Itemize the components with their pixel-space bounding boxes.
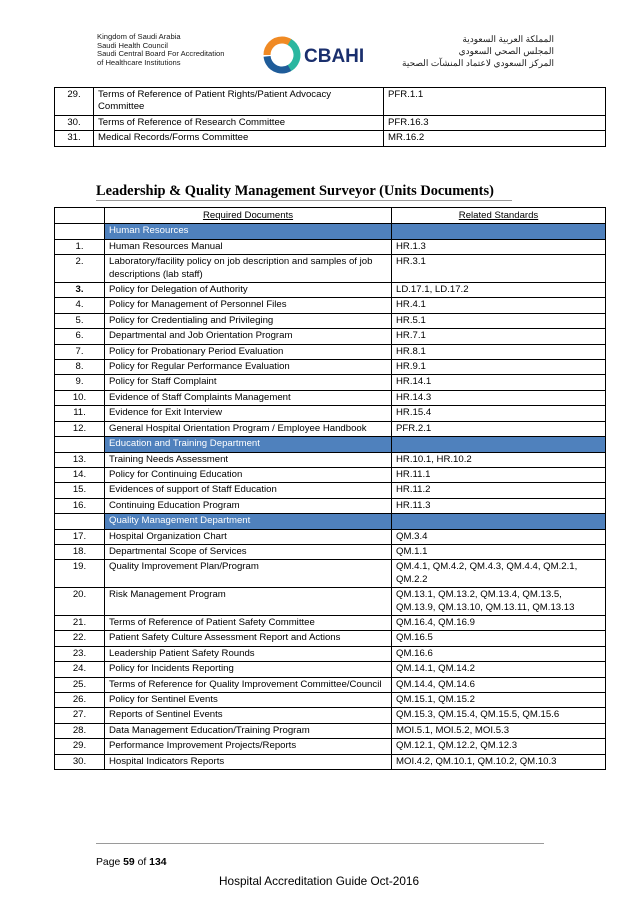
row-number: 11.: [55, 406, 105, 421]
required-document: Quality Improvement Plan/Program: [105, 560, 392, 588]
section-spacer: [55, 514, 105, 529]
required-document: Terms of Reference for Quality Improvement Committee/Council: [105, 677, 392, 692]
required-document: Policy for Regular Performance Evaluation: [105, 360, 392, 375]
table-row: [55, 329, 606, 344]
page-current: 59: [123, 857, 135, 868]
required-document: Performance Improvement Projects/Reports: [105, 739, 392, 754]
section-row-education-training: [55, 437, 606, 452]
related-standard: QM.16.6: [392, 646, 606, 661]
table-row: [55, 131, 606, 146]
required-document: Hospital Indicators Reports: [105, 754, 392, 769]
table-row: [55, 739, 606, 754]
related-standard: HR.7.1: [392, 329, 606, 344]
related-standard: MOI.5.1, MOI.5.2, MOI.5.3: [392, 723, 606, 738]
table-row: [55, 560, 606, 588]
required-document: Laboratory/facility policy on job description and samples of job descriptions (lab staff): [105, 255, 392, 283]
required-document: Policy for Probationary Period Evaluation: [105, 344, 392, 359]
page-of: of: [134, 857, 150, 868]
table-row: [55, 344, 606, 359]
section-title: Quality Management Department: [105, 514, 392, 529]
row-number: 29.: [55, 88, 94, 116]
required-document: Data Management Education/Training Program: [105, 723, 392, 738]
related-standard: HR.1.3: [392, 239, 606, 254]
table-row: [55, 588, 606, 616]
related-standard: QM.14.1, QM.14.2: [392, 662, 606, 677]
related-standard: QM.14.4, QM.14.6: [392, 677, 606, 692]
page-prefix: Page: [96, 857, 124, 868]
row-number: 21.: [55, 615, 105, 630]
row-number: 30.: [55, 115, 94, 130]
required-document: Departmental Scope of Services: [105, 544, 392, 559]
row-number: 18.: [55, 544, 105, 559]
related-standard: HR.4.1: [392, 298, 606, 313]
table-row: [55, 615, 606, 630]
table-row: [55, 708, 606, 723]
section-spacer: [55, 224, 105, 239]
related-standard: HR.10.1, HR.10.2: [392, 452, 606, 467]
section-row-human-resources: [55, 224, 606, 239]
required-document: Risk Management Program: [105, 588, 392, 616]
header-en-line: Kingdom of Saudi Arabia: [97, 32, 181, 41]
table-row: [55, 677, 606, 692]
row-number: 2.: [55, 255, 105, 283]
header-ar-line: المجلس الصحي السعودي: [458, 46, 554, 56]
table-row: [55, 239, 606, 254]
table-row: [55, 662, 606, 677]
table-row: [55, 115, 606, 130]
row-number: 19.: [55, 560, 105, 588]
row-number: 14.: [55, 467, 105, 482]
row-number: 1.: [55, 239, 105, 254]
table-row: [55, 467, 606, 482]
related-standard: PFR.2.1: [392, 421, 606, 436]
related-standard: QM.15.3, QM.15.4, QM.15.5, QM.15.6: [392, 708, 606, 723]
header-english-text: [97, 33, 224, 67]
section-title: Education and Training Department: [105, 437, 392, 452]
related-standard: QM.1.1: [392, 544, 606, 559]
required-document: Evidences of support of Staff Education: [105, 483, 392, 498]
row-number: 23.: [55, 646, 105, 661]
required-document: Policy for Sentinel Events: [105, 693, 392, 708]
related-standard: MR.16.2: [384, 131, 606, 146]
footer-divider: [96, 843, 544, 844]
required-document: Policy for Management of Personnel Files: [105, 298, 392, 313]
row-number: 27.: [55, 708, 105, 723]
required-document: Policy for Delegation of Authority: [105, 283, 392, 298]
row-number: 20.: [55, 588, 105, 616]
related-standard: HR.9.1: [392, 360, 606, 375]
required-document: Training Needs Assessment: [105, 452, 392, 467]
related-standard: QM.12.1, QM.12.2, QM.12.3: [392, 739, 606, 754]
related-standard: QM.4.1, QM.4.2, QM.4.3, QM.4.4, QM.2.1, QM.2.2: [392, 560, 606, 588]
section-spacer: [55, 437, 105, 452]
table-row: [55, 360, 606, 375]
header-en-line: Saudi Health Council: [97, 40, 168, 50]
related-standard: HR.15.4: [392, 406, 606, 421]
row-number: 5.: [55, 313, 105, 328]
required-document: Policy for Credentialing and Privileging: [105, 313, 392, 328]
heading-divider: [96, 200, 512, 201]
header-arabic-text: [402, 33, 554, 69]
row-number: 6.: [55, 329, 105, 344]
row-number: 26.: [55, 693, 105, 708]
related-standard: HR.14.1: [392, 375, 606, 390]
section-heading: Leadership & Quality Management Surveyor (Units Documents): [96, 183, 494, 199]
row-number: 9.: [55, 375, 105, 390]
header-en-line: Saudi Central Board For Accreditation: [97, 49, 225, 59]
required-document: Hospital Organization Chart: [105, 529, 392, 544]
section-title: Human Resources: [105, 224, 392, 239]
table-row: [55, 421, 606, 436]
required-document: Evidence for Exit Interview: [105, 406, 392, 421]
table-row: [55, 375, 606, 390]
table-row: [55, 313, 606, 328]
related-standard: MOI.4.2, QM.10.1, QM.10.2, QM.10.3: [392, 754, 606, 769]
table-row: [55, 255, 606, 283]
related-standard: QM.16.5: [392, 631, 606, 646]
table-row: [55, 390, 606, 405]
table-row: [55, 646, 606, 661]
row-number: 12.: [55, 421, 105, 436]
row-number: 15.: [55, 483, 105, 498]
row-number: 16.: [55, 498, 105, 513]
table-row: [55, 406, 606, 421]
table-row: [55, 298, 606, 313]
required-document: Policy for Incidents Reporting: [105, 662, 392, 677]
table-header-row: [55, 208, 606, 224]
section-fill: [392, 224, 606, 239]
related-standard: HR.14.3: [392, 390, 606, 405]
header-number: [55, 208, 105, 224]
related-standard: QM.13.1, QM.13.2, QM.13.4, QM.13.5, QM.13.9, QM.13.10, QM.13.11, QM.13.13: [392, 588, 606, 616]
header-ar-line: المركز السعودي لاعتماد المنشآت الصحية: [402, 58, 554, 68]
required-document: General Hospital Orientation Program / Employee Handbook: [105, 421, 392, 436]
table-row: [55, 529, 606, 544]
row-number: 7.: [55, 344, 105, 359]
required-document: Terms of Reference of Patient Rights/Patient Advocacy Committee: [94, 88, 384, 116]
row-number: 17.: [55, 529, 105, 544]
row-number: 29.: [55, 739, 105, 754]
required-document: Human Resources Manual: [105, 239, 392, 254]
required-document: Departmental and Job Orientation Program: [105, 329, 392, 344]
required-document: Leadership Patient Safety Rounds: [105, 646, 392, 661]
section-fill: [392, 514, 606, 529]
related-standard: HR.11.3: [392, 498, 606, 513]
related-standard: HR.3.1: [392, 255, 606, 283]
related-standard: HR.8.1: [392, 344, 606, 359]
footer-document-title: Hospital Accreditation Guide Oct-2016: [219, 874, 419, 888]
row-number: 28.: [55, 723, 105, 738]
related-standard: LD.17.1, LD.17.2: [392, 283, 606, 298]
row-number: 25.: [55, 677, 105, 692]
cbahi-logo-text: CBAHI: [304, 46, 365, 67]
table-row: [55, 283, 606, 298]
required-document: Evidence of Staff Complaints Management: [105, 390, 392, 405]
required-documents-table: [54, 207, 606, 770]
table-row: [55, 754, 606, 769]
required-document: Patient Safety Culture Assessment Report and Actions: [105, 631, 392, 646]
row-number: 31.: [55, 131, 94, 146]
table-row: [55, 88, 606, 116]
row-number: 3.: [55, 283, 105, 298]
table-row: [55, 498, 606, 513]
required-document: Continuing Education Program: [105, 498, 392, 513]
table-row: [55, 452, 606, 467]
table-row: [55, 544, 606, 559]
table-row: [55, 483, 606, 498]
related-standard: QM.15.1, QM.15.2: [392, 693, 606, 708]
related-standard: HR.5.1: [392, 313, 606, 328]
table-row: [55, 631, 606, 646]
required-document: Terms of Reference of Patient Safety Committee: [105, 615, 392, 630]
cbahi-ring-icon: [262, 35, 303, 76]
page-total: 134: [149, 857, 167, 868]
row-number: 10.: [55, 390, 105, 405]
row-number: 4.: [55, 298, 105, 313]
required-document: Terms of Reference of Research Committee: [94, 115, 384, 130]
section-row-quality-management: [55, 514, 606, 529]
table-row: [55, 723, 606, 738]
section-fill: [392, 437, 606, 452]
required-document: Policy for Staff Complaint: [105, 375, 392, 390]
continued-committee-table: [54, 87, 606, 147]
related-standard: QM.16.4, QM.16.9: [392, 615, 606, 630]
row-number: 22.: [55, 631, 105, 646]
cbahi-logo: [260, 32, 390, 78]
required-document: Medical Records/Forms Committee: [94, 131, 384, 146]
row-number: 30.: [55, 754, 105, 769]
row-number: 24.: [55, 662, 105, 677]
related-standard: PFR.16.3: [384, 115, 606, 130]
header-en-line: of Healthcare Institutions: [97, 57, 181, 67]
header-required-documents: Required Documents: [105, 208, 392, 224]
related-standard: PFR.1.1: [384, 88, 606, 116]
required-document: Reports of Sentinel Events: [105, 708, 392, 723]
row-number: 13.: [55, 452, 105, 467]
related-standard: QM.3.4: [392, 529, 606, 544]
row-number: 8.: [55, 360, 105, 375]
related-standard: HR.11.1: [392, 467, 606, 482]
header-related-standards: Related Standards: [392, 208, 606, 224]
page-number: [96, 857, 167, 868]
related-standard: HR.11.2: [392, 483, 606, 498]
table-row: [55, 693, 606, 708]
required-document: Policy for Continuing Education: [105, 467, 392, 482]
header-ar-line: المملكة العربية السعودية: [462, 34, 554, 44]
